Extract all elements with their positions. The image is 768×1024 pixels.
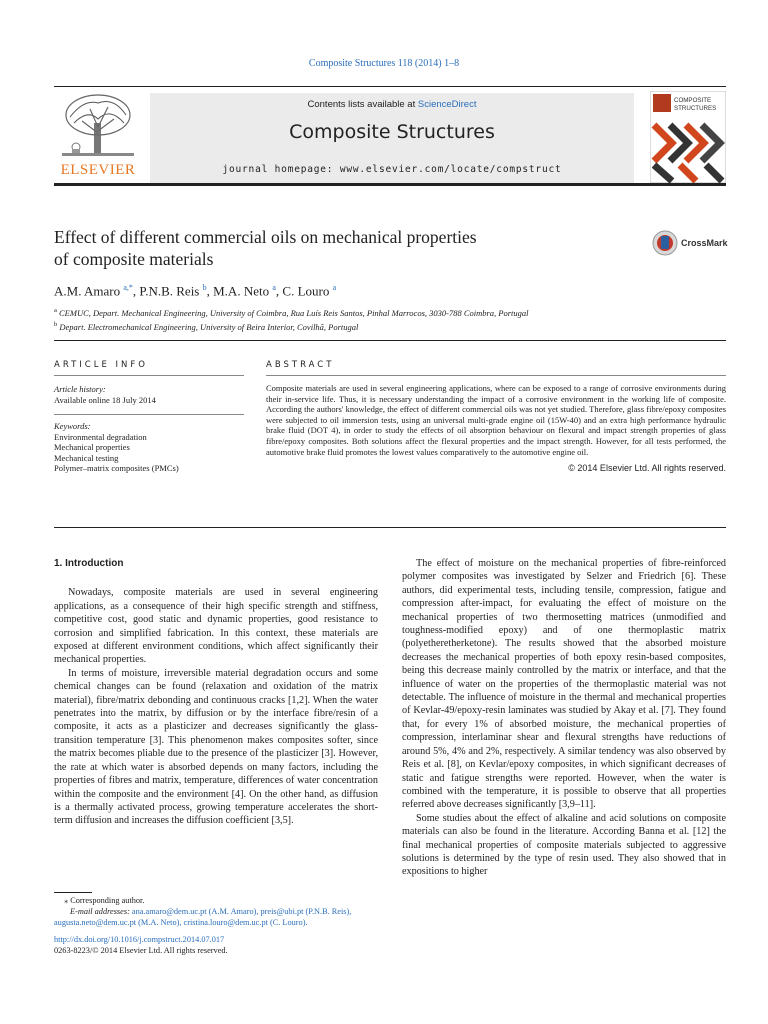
affiliation-text: CEMUC, Depart. Mechanical Engineering, University of Coimbra, Rua Luís Reis Santos, Pinhal Marrocos, 3030-788 Coimbra, Portugal [59, 307, 529, 318]
header-divider [54, 340, 726, 341]
keyword-item: Polymer–matrix composites (PMCs) [54, 463, 179, 473]
journal-title[interactable]: Composite Structures [289, 121, 495, 143]
article-history-label: Article history: [54, 384, 106, 394]
body-column-right [402, 557, 726, 879]
contents-prefix: Contents lists available at [307, 99, 418, 110]
author-name[interactable]: P.N.B. Reis [139, 283, 200, 299]
email-addresses [54, 907, 394, 918]
journal-banner [150, 93, 634, 183]
author-list: A.M. Amaro $^{a,*}$, P.N.B. Reis $^b$, M.A. Neto $^a$, C. Louro $^a$ [54, 283, 337, 299]
affiliation-item [54, 305, 529, 319]
keyword-item: Environmental degradation [54, 431, 147, 442]
crossmark-icon [652, 230, 678, 256]
article-history-value: Available online 18 July 2014 [54, 394, 156, 405]
keyword-item: Mechanical testing [54, 452, 119, 463]
footnotes [54, 892, 394, 957]
body-paragraph: Some studies about the effect of alkaline and acid solutions on composite materials can also be found in the literature. According Banna et al. [12] the final mechanical properties of composite materials subjected to aggressive solutions is determined by the type of resin used. They also showed that in expositions to higher [402, 812, 726, 878]
journal-reference[interactable]: Composite Structures 118 (2014) 1–8 [308, 58, 460, 69]
doi-link[interactable]: http://dx.doi.org/10.1016/j.compstruct.2014.07.017 [54, 935, 225, 945]
affiliation-item [54, 319, 529, 333]
publisher-name: ELSEVIER [60, 162, 136, 178]
introduction-heading: 1. Introduction [54, 558, 124, 569]
affiliations [54, 305, 529, 333]
author-affiliation-mark[interactable]: a,* [123, 283, 133, 292]
journal-cover-thumbnail[interactable] [650, 91, 726, 183]
body-column-left [54, 557, 378, 828]
body-paragraph: Nowadays, composite materials are used in several engineering applications, as a consequence of their high specific strength and stiffness, competitive cost, good static and dynamic properties, good resistance to corrosion and simplified fabrication. In this context, these materials are exposed at different environment conditions, which affect significantly their mechanical properties. [54, 587, 378, 666]
body-paragraph: The effect of moisture on the mechanical properties of fibre-reinforced polymer composites was investigated by Selzer and Friedrich [6]. These authors, did experimental tests, including tensile, compression, fatigue and compression after-impact, for evaluating the effect of moisture on the mechanical properties of two thermosetting matrices (unmodified and toughness-modified epoxy) and of one thermoplastic matrix (polyetheretherketone). The results showed that the absorbed moisture decreases the mechanical properties of both epoxy resin-based composites, being this decrease mainly controlled by the matrix or interface, and that the influence of water on the properties of the thermoplastic material was not detectable. The influence of moisture in the thermal and mechanical properties of Kevlar-49/epoxy-resin laminates was studied by Akay et al. [7]. They found that, for every 1% of absorbed moisture, the mechanical properties of compression, interlaminar shear and flexural strengths have reductions of around 5%, 4% and 2%, respectively. A similar tendency was also observed by Reis et al. [8], on Kevlar/epoxy composites, in which significant decreases of static and fatigue strengths were reported. However, when the water is combined with the temperature, it is possible to observe that all properties referred above decreases significantly [3,9–11]. [402, 558, 726, 811]
abstract-divider [54, 527, 726, 528]
author-affiliation-mark[interactable]: b [202, 283, 207, 292]
crossmark-badge[interactable] [652, 230, 728, 256]
abstract-text: Composite materials are used in several engineering applications, where can be exposed to a range of corrosive environments during their in-service life. Thus, it is necessary understanding the impact of a corrosive environment in the working life of composite. According the authors' knowledge, the effect of different commercial oils was not yet studied. Therefore, glass fibre/epoxy composites were subjected to oil immersion tests, using an universal multi-grade engine oil (15W-40) and an extra high performance hydraulic brake fluid (DOT 4), in order to study the effects of oil absorption behaviour on flexural and impact strength properties of glass fibre/epoxy composites. Both solutions affect the flexural properties and the impact strength. However, for all tests performed, the automotive brake fluid promotes the lowest values comparatively to the automotive engine oil. [266, 383, 726, 457]
issn-line: 0263-8223/© 2014 Elsevier Ltd. All rights reserved. [54, 946, 228, 956]
author-affiliation-mark[interactable]: a [272, 283, 276, 292]
email-links[interactable]: ana.amaro@dem.uc.pt (A.M. Amaro), preis@ubi.pt (P.N.B. Reis), [131, 906, 352, 916]
article-title [54, 226, 594, 270]
cover-title-line2: STRUCTURES [674, 105, 717, 112]
sciencedirect-link[interactable]: ScienceDirect [417, 99, 477, 110]
article-info-heading: ARTICLE INFO [54, 360, 148, 370]
elsevier-logo[interactable] [54, 93, 142, 183]
corresponding-author-note: ⁎ Corresponding author. [64, 896, 145, 905]
journal-homepage[interactable]: journal homepage: www.elsevier.com/locate/compstruct [222, 164, 562, 175]
email-links-continued[interactable]: augusta.neto@dem.uc.pt (M.A. Neto), cristina.louro@dem.uc.pt (C. Louro). [54, 917, 308, 927]
article-title-line2: of composite materials [54, 249, 214, 269]
journal-cover-image [650, 91, 726, 183]
crossmark-label: CrossMark [681, 238, 728, 248]
contents-line [150, 99, 634, 110]
keyword-item: Mechanical properties [54, 442, 130, 452]
author-name[interactable]: A.M. Amaro [54, 283, 121, 299]
affiliation-text: Depart. Electromechanical Engineering, University of Beira Interior, Covilhã, Portugal [59, 321, 359, 332]
article-title-line1: Effect of different commercial oils on mechanical properties [54, 227, 477, 247]
abstract [266, 375, 726, 474]
author-name[interactable]: M.A. Neto [213, 283, 270, 299]
cover-title-line1: COMPOSITE [674, 97, 712, 104]
email-label: E-mail addresses: [70, 906, 130, 916]
article-info [54, 375, 244, 474]
copyright-notice: © 2014 Elsevier Ltd. All rights reserved. [568, 463, 726, 474]
keywords-label: Keywords: [54, 421, 91, 431]
footnote-rule [54, 892, 92, 893]
body-paragraph: In terms of moisture, irreversible material degradation occurs and some chemical changes can be found (relaxation and oxidation of the matrix material), fibre/matrix debonding and continuous cracks [1,2]. When the water penetrates into the matrix, by diffusion or by the interface fibre/resin of a composite, it acts as a plasticizer and decreases significantly the glass-transition temperature [3]. This phenomenon makes composites softer, since the matrix becomes pliable due to the presence of the plasticizer [3]. However, the rate at which water is absorbed depends on many factors, including the properties of fibres and matrix, temperature, differences of water concentration within the composite and the environment [4]. On the other hand, as diffusion is a thermally activated process, growing temperature accelerates the short-term diffusion and increases the diffusion coefficient [3,5]. [54, 667, 378, 827]
masthead [54, 86, 726, 186]
affiliation-mark: a [54, 307, 57, 314]
author-name[interactable]: C. Louro [282, 283, 330, 299]
elsevier-tree-icon [54, 93, 142, 161]
affiliation-mark: b [54, 320, 58, 328]
author-affiliation-mark[interactable]: a [332, 283, 337, 292]
abstract-heading: ABSTRACT [266, 360, 335, 370]
